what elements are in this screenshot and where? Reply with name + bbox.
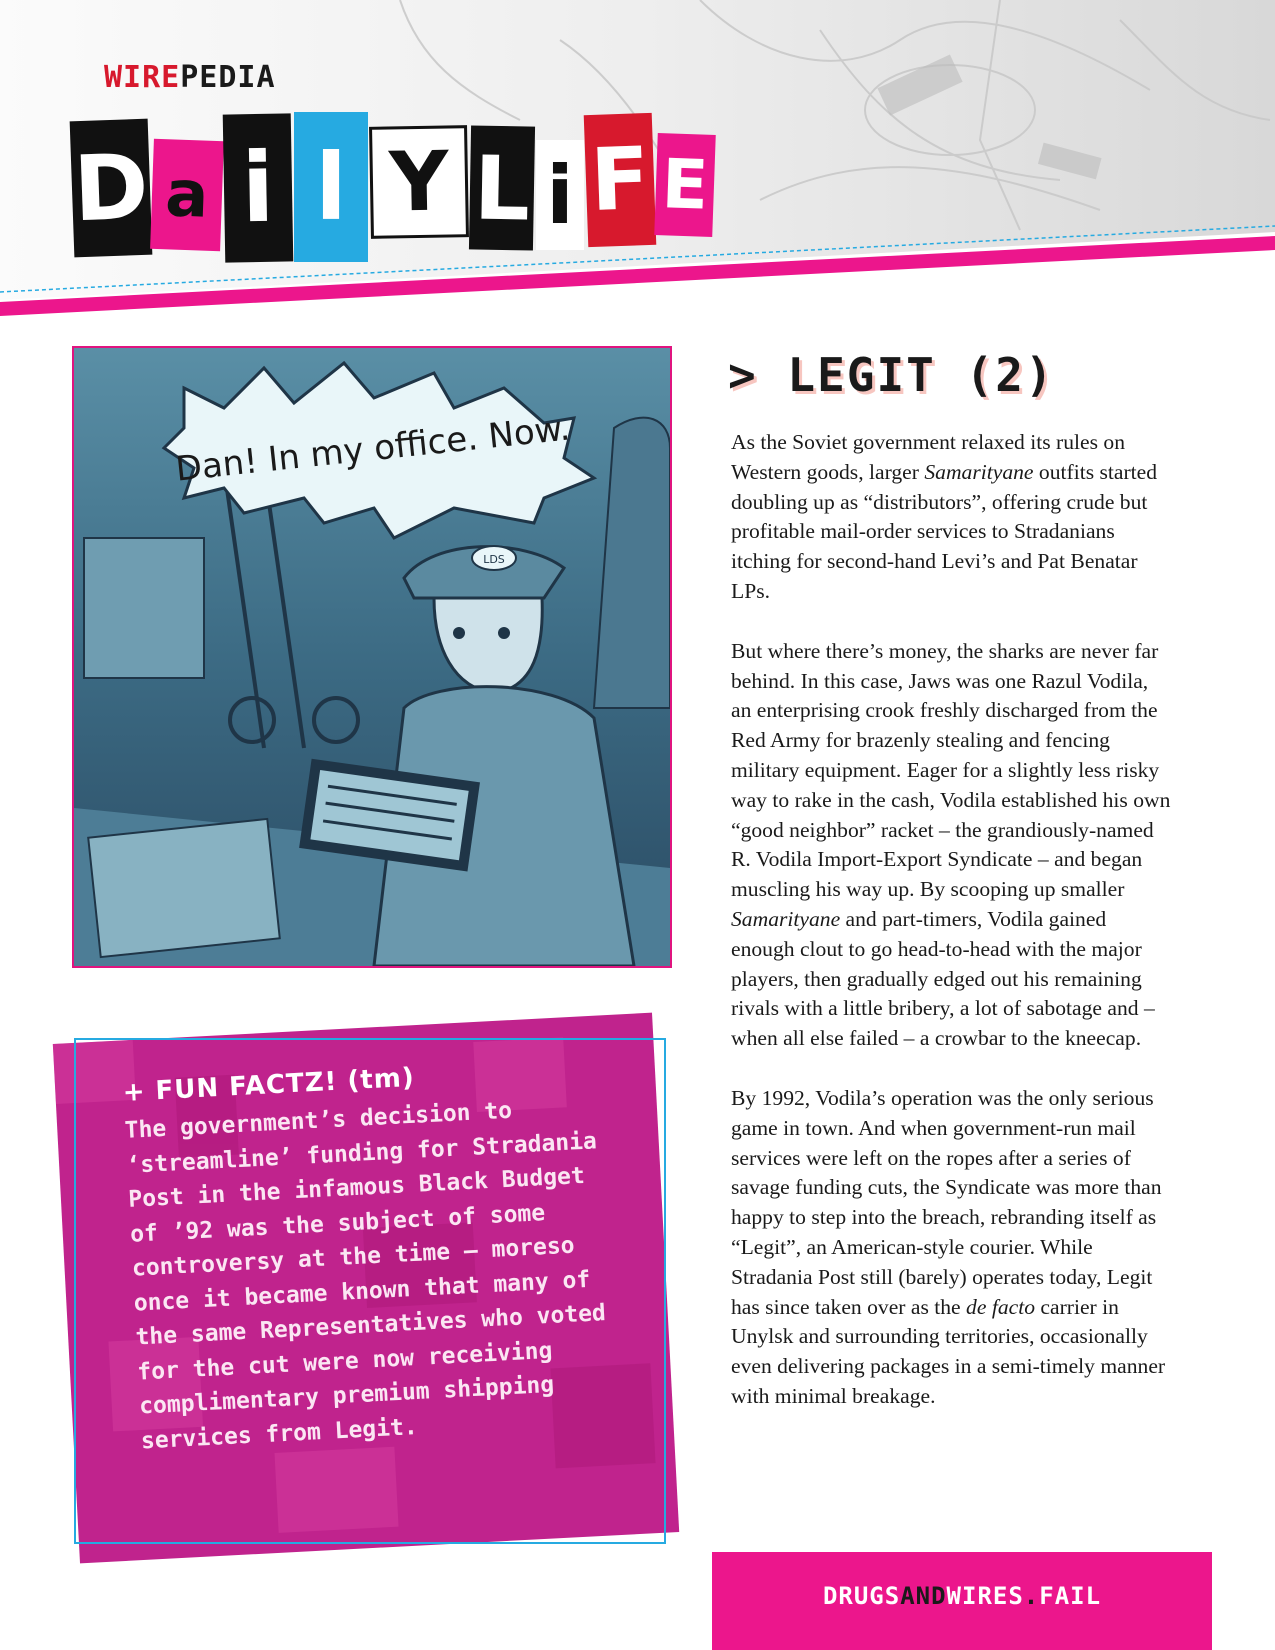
speech-bubble-text: Dan! In my office. Now. xyxy=(173,408,572,490)
cap-badge: LDS xyxy=(483,553,505,566)
courier-illustration xyxy=(72,346,672,968)
title-letter-i: i xyxy=(223,113,294,262)
footer-site-link[interactable]: DRUGSANDWIRES.FAIL xyxy=(822,1582,1102,1610)
fun-factz-box xyxy=(58,1018,678,1563)
page-title-daily-life xyxy=(72,112,712,262)
paragraph-2: But where there’s money, the sharks are never far behind. In this case, Jaws was one Razul Vodila, an enterprising crook freshly discharged from the Red Army for brazenly stealing and fencing military equipment. Eager for a slightly less risky way to rake in the cash, Vodila established his own “good neighbor” racket – the grandiously-named R. Vodila Import-Export Syndicate – and began muscling his way up. By scooping up smaller Samarityane and part-timers, Vodila gained enough clout to go head-to-head with the major players, then gradually edged out his remaining rivals with a little bribery, a lot of sabotage and – when all else failed – a crowbar to the kneecap. xyxy=(731,638,1171,1051)
title-letter-a: a xyxy=(150,139,224,251)
brand-wire: WIRE xyxy=(104,60,181,95)
footer-bar xyxy=(712,1552,1212,1650)
title-letter-y: Y xyxy=(369,125,469,239)
title-letter-i2: i xyxy=(536,140,584,250)
title-letter-e: E xyxy=(654,133,716,237)
wirepedia-logo xyxy=(104,60,276,95)
paragraph-3: By 1992, Vodila’s operation was the only serious game in town. And when government-run mail services were left on the ropes after a series of savage funding cuts, the Syndicate was more than happy to step into the breach, rebranding itself as “Legit”, an American-style courier. While Stradania Post still (barely) operates today, Legit has since taken over as the de facto carrier in Unylsk and surrounding territories, occasionally even delivering packages in a semi-timely manner with minimal breakage. xyxy=(731,1085,1166,1408)
title-letter-l: l xyxy=(294,112,368,262)
brand-pedia: PEDIA xyxy=(180,60,276,95)
title-letter-l2: L xyxy=(469,125,535,250)
title-letter-f: F xyxy=(584,113,657,247)
paragraph-1: As the Soviet government relaxed its rules on Western goods, larger Samarityane outfits started doubling up as “distributors”, offering crude but profitable mail-order services to Stradanians itching for second-hand Levi’s and Pat Benatar LPs. xyxy=(731,430,1158,603)
section-heading: > LEGIT (2) xyxy=(728,348,1055,402)
fun-factz-text: The government’s decision to ‘streamline’ funding for Stradania Post in the infamous Black Budget of ’92 was the subject of some controversy at the time – moreso once it became known that many of the same Representatives who voted for the cut were now receiving complimentary premium shipping services from Legit. xyxy=(124,1097,607,1454)
fun-factz-title: + FUN FACTZ! (tm) xyxy=(122,1062,416,1108)
title-letter-d: D xyxy=(70,119,153,258)
article-body xyxy=(731,428,1171,1442)
